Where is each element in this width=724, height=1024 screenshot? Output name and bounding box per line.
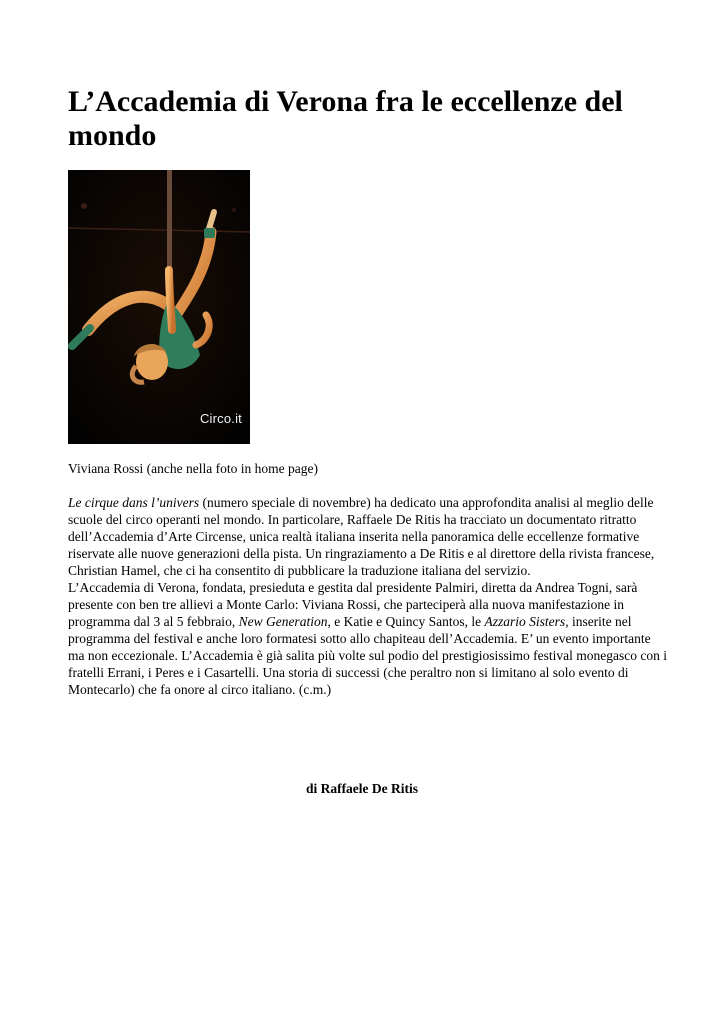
paragraph-2-part-3: , inserite nel programma del festival e anche loro formatesi sotto allo chapiteau dell’Accademia. E’ un evento importante ma non eccezionale. L’Accademia è già salita più volte sul podio del prestigiosissimo festival monegasco con i fratelli Errani, i Peres e i Casartelli. Una storia di successi (che peraltro non si limitano al solo evento di Montecarlo) che fa onore al circo italiano. (c.m.) (68, 614, 667, 697)
article-body (68, 494, 668, 698)
paragraph-2-part-1: L’Accademia di Verona, fondata, presieduta e gestita dal presidente Palmiri, diretta da Andrea Togni, sarà presente con ben tre allievi a Monte Carlo: Viviana Rossi, che parteciperà alla nuova manifestazione in programma dal 3 al 5 febbraio, (68, 580, 638, 629)
byline: di Raffaele De Ritis (305, 781, 419, 796)
act-name: Azzario Sisters (484, 614, 566, 629)
acrobat-illustration (68, 170, 250, 444)
paragraph-2-part-2: , e Katie e Quincy Santos, le (327, 614, 485, 629)
paragraph-1 (68, 494, 668, 579)
paragraph-1-text: (numero speciale di novembre) ha dedicato una approfondita analisi al meglio delle scuole del circo operanti nel mondo. In particolare, Raffaele De Ritis ha tracciato un documentato ritratto dell’Accademia d’Arte Circense, unica realtà italiana inserita nella panoramica delle eccellenze formative riservate alle nuove generazioni della pista. Un ringraziamento a De Ritis e al direttore della rivista francese, Christian Hamel, che ci ha consentito di pubblicare la traduzione italiana del servizio. (68, 495, 655, 578)
article-title: L’Accademia di Verona fra le eccellenze del mondo (68, 85, 623, 152)
photo-watermark: Circo.it (199, 411, 242, 426)
photo-caption: Viviana Rossi (anche nella foto in home page) (68, 461, 318, 476)
magazine-title: Le cirque dans l’univers (68, 495, 200, 510)
event-title: New Generation (238, 614, 328, 629)
aerial-acrobat-photo (68, 170, 250, 444)
paragraph-2 (68, 579, 668, 698)
